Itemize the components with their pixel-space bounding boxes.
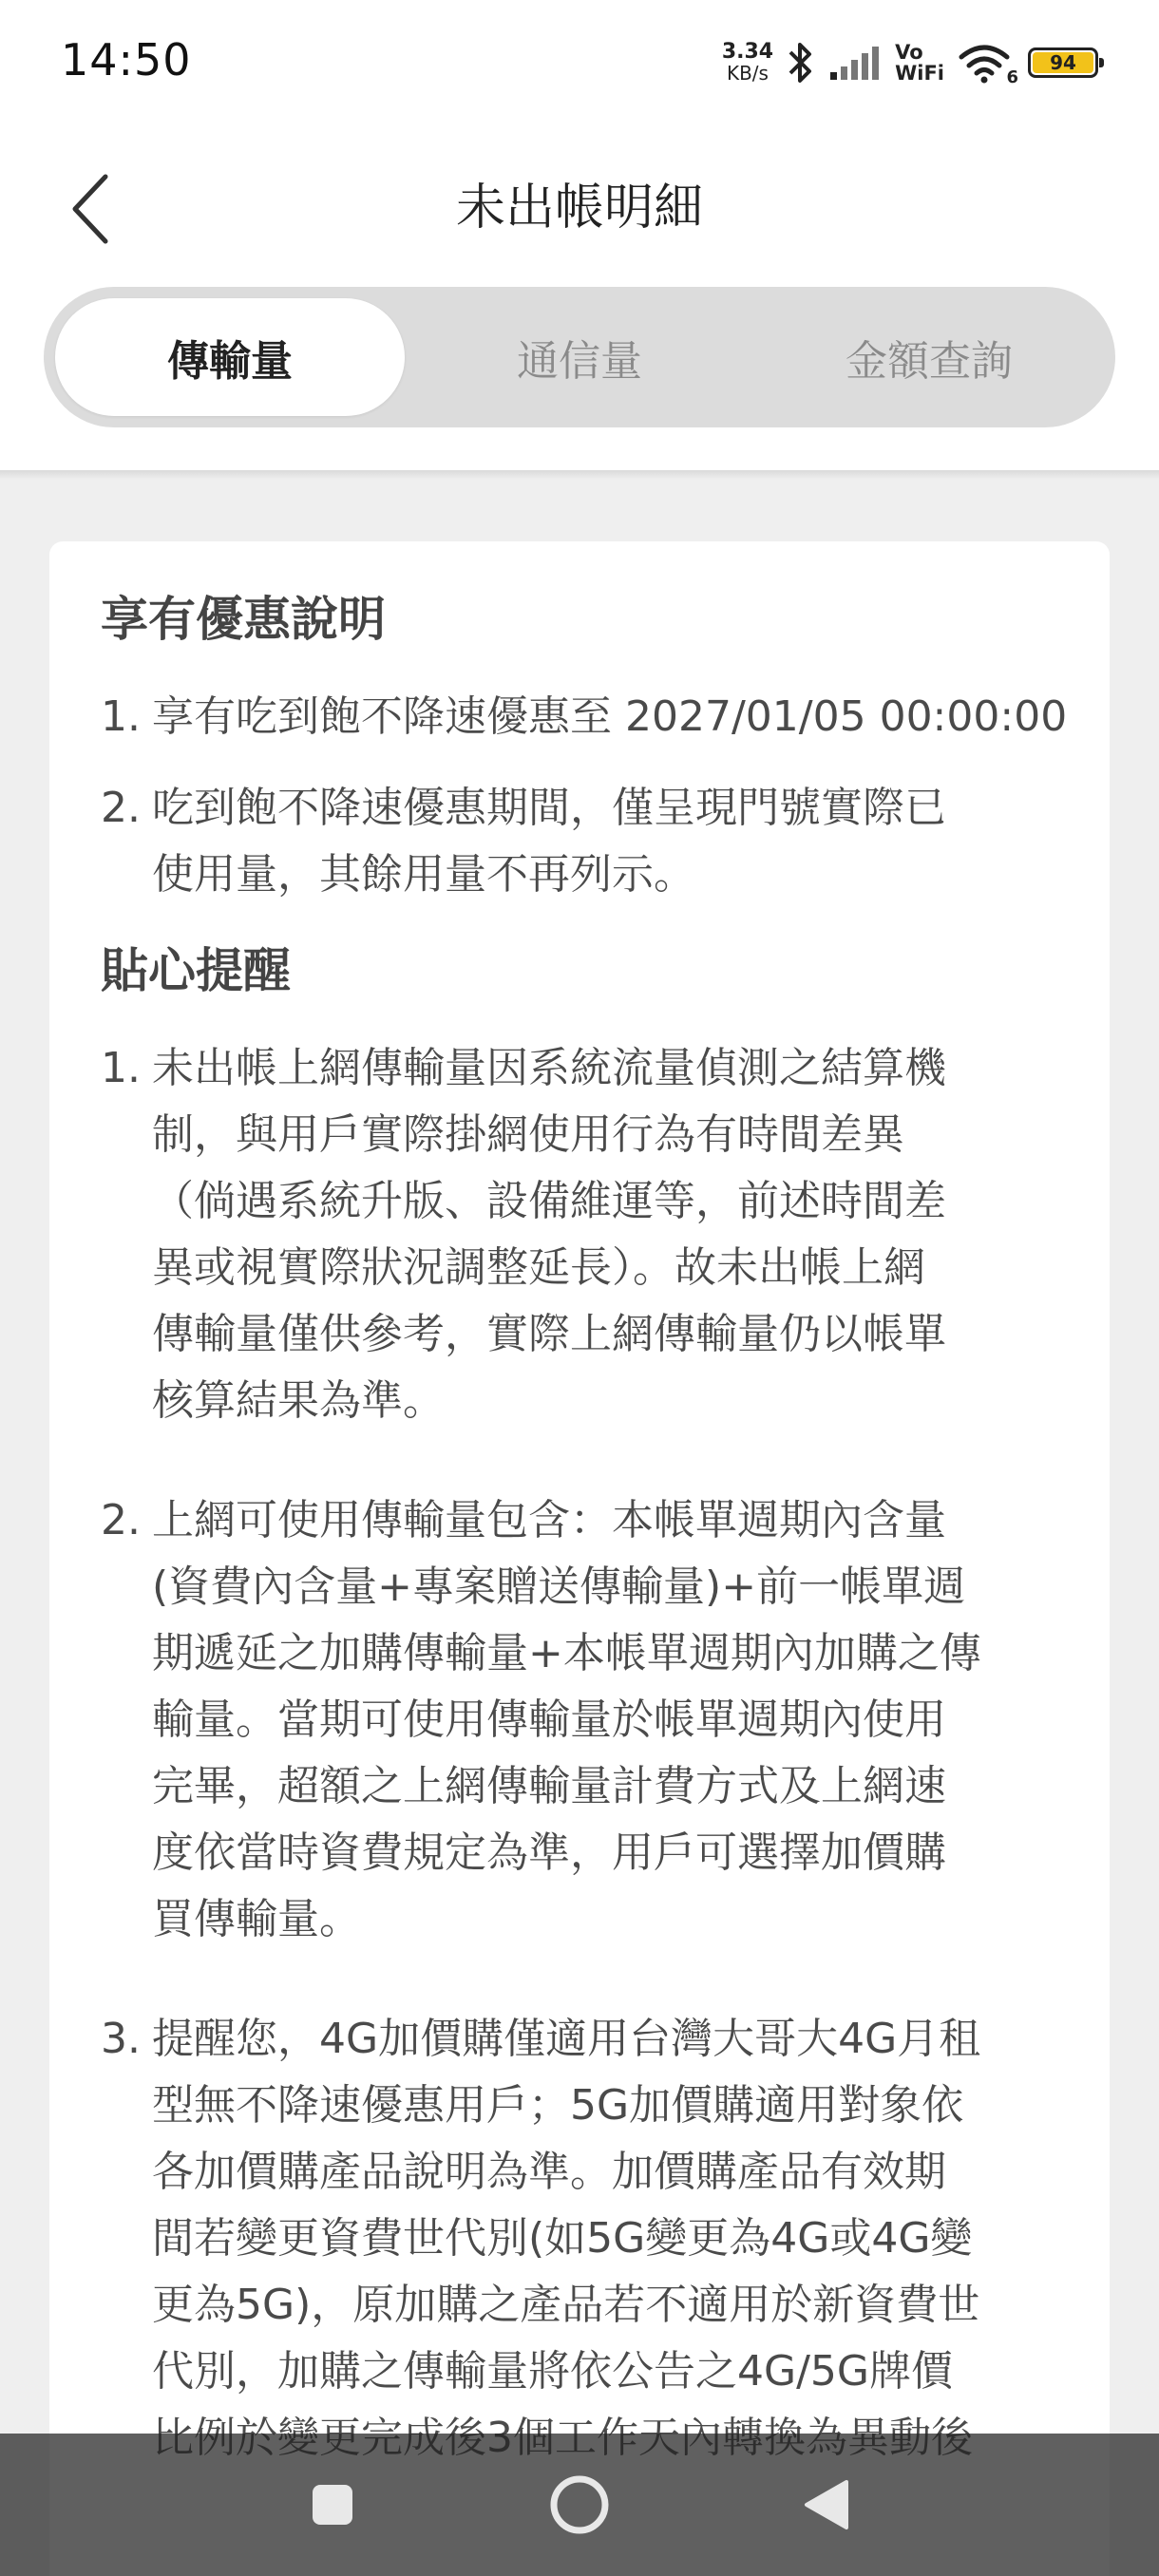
list-item-number: 3. <box>101 2015 141 2063</box>
list-item-text: 提醒您，4G加價購僅適用台灣大哥大4G月租 型無不降速優惠用戶；5G加價購適用對象依 各加價購產品說明為準。加價購產品有效期 間若變更資費世代別(如5G變更為4G或4G變 更為5G)，原加購之產品若不適用於新資費世 代別，加購之傳輸量將依公告之4G/5G牌價 <box>152 2015 981 2396</box>
list-item <box>101 775 1058 908</box>
vowifi-top: Vo <box>895 41 923 64</box>
list-item-number: 2. <box>101 1496 141 1544</box>
network-speed <box>722 42 773 84</box>
wifi-icon <box>958 42 1011 84</box>
list-item <box>101 1487 1058 1953</box>
page-title: 未出帳明細 <box>455 180 703 237</box>
battery-level: 94 <box>1033 52 1093 73</box>
back-nav-button[interactable] <box>784 2462 869 2548</box>
reminders-list <box>101 1035 1058 2472</box>
list-item-text: 上網可使用傳輸量包含：本帳單週期內含量 (資費內含量+專案贈送傳輸量)+前一帳單週 期遞延之加購傳輸量+本帳單週期內加購之傳 輸量。當期可使用傳輸量於帳單週期內使用 完畢，超額之上網傳輸量計費方式及上網速 度依當時資費規定為準，用戶可選擇加價購 買傳輸量。 <box>152 1496 981 1943</box>
battery-icon <box>1028 47 1098 78</box>
network-speed-unit: KB/s <box>726 62 769 85</box>
home-button[interactable] <box>537 2462 622 2548</box>
list-item-number: 1. <box>101 1044 141 1092</box>
vowifi-bottom: WiFi <box>895 62 944 85</box>
list-item <box>101 2006 1058 2472</box>
tab-amount-query[interactable]: 金額查詢 <box>846 337 1013 386</box>
status-icons <box>722 34 1098 91</box>
circle-icon <box>549 2474 610 2535</box>
list-item-number: 2. <box>101 784 141 832</box>
wifi-indicator <box>958 42 1018 87</box>
header <box>0 123 1159 470</box>
vowifi-indicator <box>895 42 944 84</box>
status-bar <box>0 0 1159 123</box>
triangle-back-icon <box>803 2478 850 2531</box>
reminders-title: 貼心提醒 <box>101 943 291 998</box>
info-card <box>49 541 1110 2576</box>
system-navigation-bar <box>0 2434 1159 2576</box>
wifi-badge: 6 <box>1006 67 1018 87</box>
benefits-title: 享有優惠說明 <box>101 592 386 647</box>
tab-data-usage[interactable]: 傳輸量 <box>55 298 405 416</box>
list-item-number: 1. <box>101 692 141 741</box>
bluetooth-icon <box>787 41 815 85</box>
list-item <box>101 684 1068 750</box>
recent-apps-button[interactable] <box>290 2462 375 2548</box>
tab-call-usage[interactable]: 通信量 <box>517 337 642 386</box>
square-icon <box>311 2483 354 2527</box>
status-time: 14:50 <box>61 34 192 85</box>
list-item-text: 未出帳上網傳輸量因系統流量偵測之結算機 制，與用戶實際掛網使用行為有時間差異 （倘遇系統升版、設備維運等，前述時間差 異或視實際狀況調整延長）。故未出帳上網 傳輸量僅供參考，實際上網傳輸量仍以帳單 核算結果為準。 <box>152 1044 946 1425</box>
tab-bar <box>44 287 1115 427</box>
list-item <box>101 1035 1058 1434</box>
list-item-text: 享有吃到飽不降速優惠至 2027/01/05 00:00:00 <box>152 692 1068 741</box>
cellular-signal-icon <box>828 44 882 82</box>
network-speed-value: 3.34 <box>721 40 774 64</box>
benefits-list <box>101 684 1068 908</box>
header-divider <box>0 470 1159 480</box>
list-item-text: 吃到飽不降速優惠期間，僅呈現門號實際已 使用量，其餘用量不再列示。 <box>152 784 946 899</box>
